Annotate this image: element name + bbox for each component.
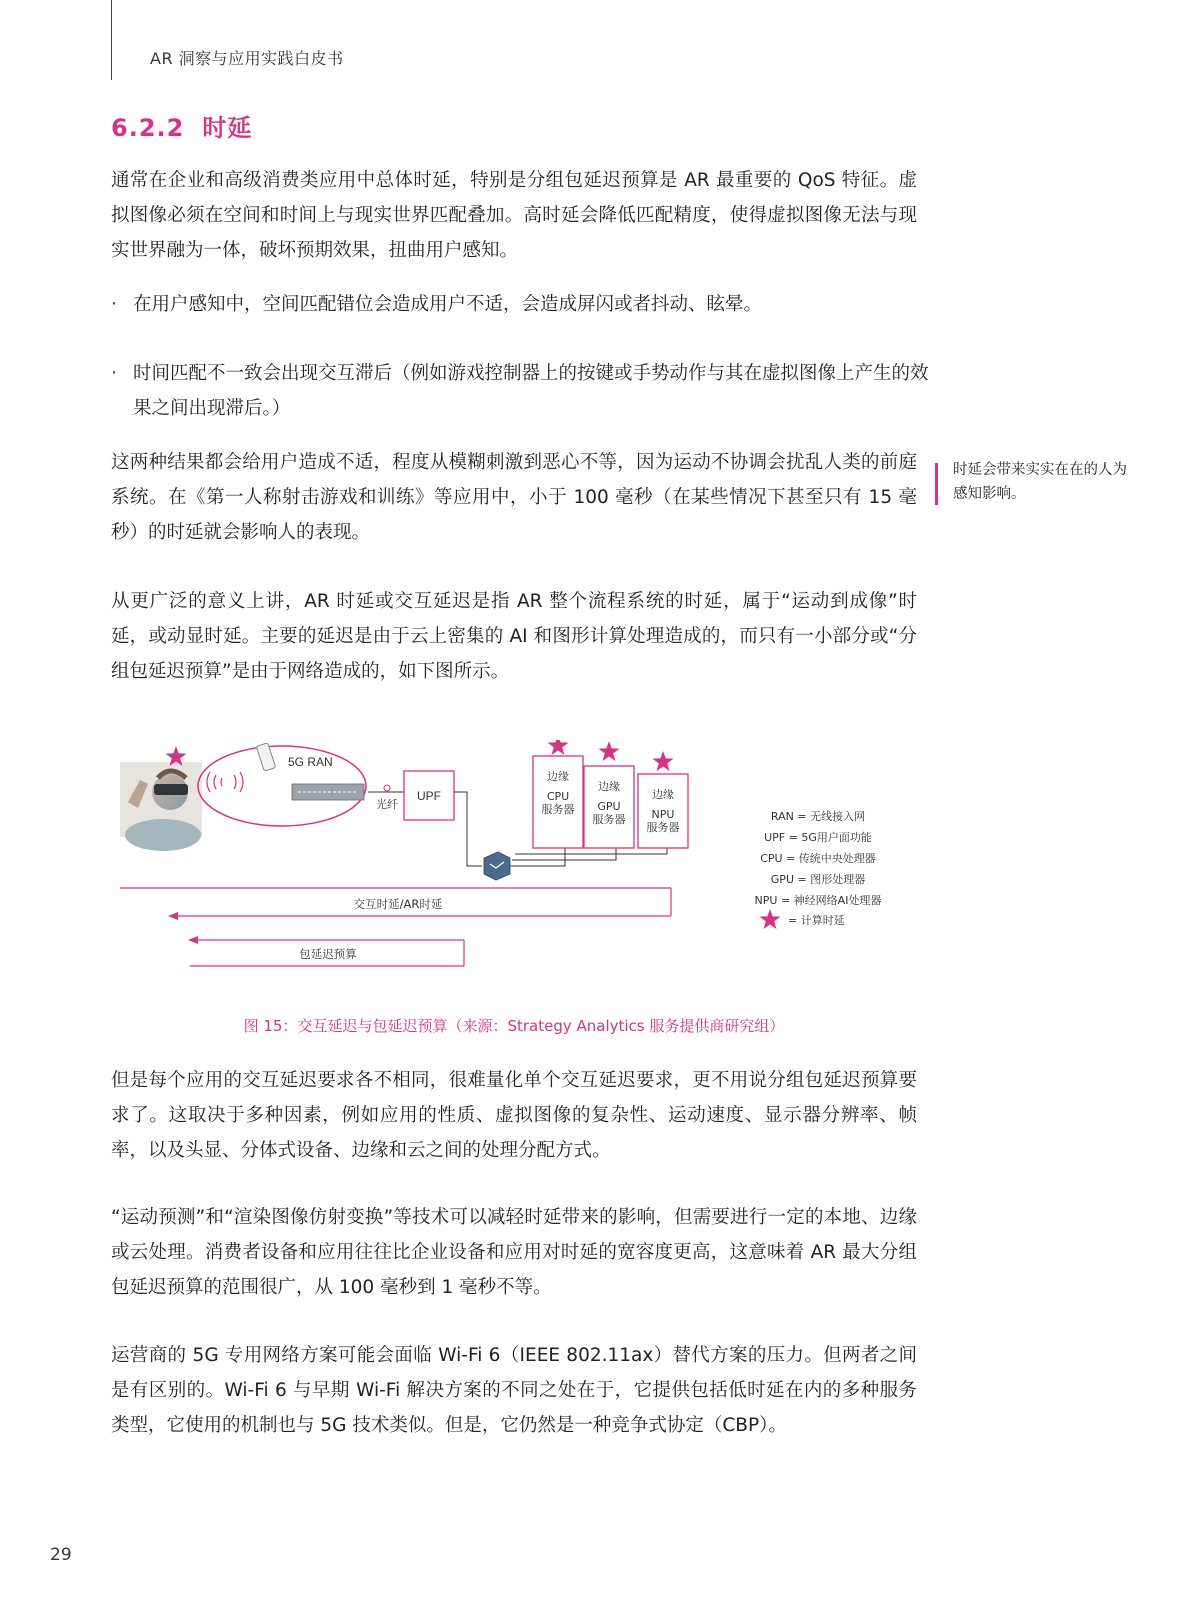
- server-type-label: NPU: [651, 808, 675, 821]
- wireless-signal-icon: [207, 772, 243, 792]
- server-top-label: 边缘: [547, 770, 569, 783]
- edge-cpu-server: [533, 756, 583, 848]
- paragraph-6: 运营商的 5G 专用网络方案可能会面临 Wi-Fi 6（IEEE 802.11ax）替代方案的压力。但两者之间是有区别的。Wi-Fi 6 与早期 Wi-Fi 解决方案的不同之处在于，它提供包括低时延在内的多种服务类型，它使用的机制也与 5G 技术类似。但是，它仍然是一种竞争式协定（CBP）。: [111, 1345, 917, 1436]
- bullet-text: 时间匹配不一致会出现交互滞后（例如游戏控制器上的按键或手势动作与其在虚拟图像上产生的效果之间出现滞后。）: [133, 363, 929, 419]
- section-heading: [111, 108, 252, 143]
- section-title: 时延: [202, 114, 253, 142]
- figure-caption: 图 15：交互延迟与包延迟预算（来源：Strategy Analytics 服务提供商研究组）: [243, 1017, 785, 1035]
- server-type-label: CPU: [546, 790, 570, 803]
- legend-star-icon: [760, 909, 781, 929]
- page-number: 29: [50, 1545, 72, 1565]
- section-number: 6.2.2: [111, 114, 185, 142]
- server-top-label: 边缘: [652, 788, 674, 801]
- fiber-node-icon: [384, 785, 390, 791]
- legend-item: NPU = 神经网络AI处理器: [754, 894, 882, 907]
- diagram-legend: [755, 809, 882, 929]
- server-type-label: GPU: [597, 800, 621, 813]
- latency-diagram-svg: [118, 740, 918, 1000]
- server-bottom-label: 服务器: [646, 821, 680, 834]
- bullet-marker: ·: [111, 294, 117, 315]
- fiber-label: 光纤: [376, 799, 398, 811]
- bullet-marker: ·: [111, 363, 117, 384]
- legend-item: UPF = 5G用户面功能: [764, 831, 872, 844]
- edge-gpu-server: [584, 766, 634, 848]
- edge-npu-server: [638, 774, 688, 848]
- packet-budget-label: 包延迟预算: [299, 947, 357, 961]
- paragraph-5: “运动预测”和“渲染图像仿射变换”等技术可以减轻时延带来的影响，但需要进行一定的本地、边缘或云处理。消费者设备和应用往往比企业设备和应用对时延的宽容度更高，这意味着 AR 最大分组包延迟预算的范围很广，从 100 毫秒到 1 毫秒不等。: [111, 1207, 917, 1298]
- upf-label: UPF: [417, 789, 441, 803]
- server-bottom-label: 服务器: [541, 803, 575, 816]
- bullet-item-2: [111, 356, 939, 426]
- ran-label: 5G RAN: [288, 755, 333, 769]
- legend-item: CPU = 传统中央处理器: [760, 852, 876, 865]
- computation-star-cpu: [548, 740, 569, 755]
- switch-router-icon: [484, 852, 510, 880]
- paragraph-3: 从更广泛的意义上讲，AR 时延或交互延迟是指 AR 整个流程系统的时延，属于“运动到成像”时延，或动显时延。主要的延迟是由于云上密集的 AI 和图形计算处理造成的，而只有一小部分或“分组包延迟预算”是由于网络造成的，如下图所示。: [111, 591, 917, 682]
- paragraph-1: 通常在企业和高级消费类应用中总体时延，特别是分组包延迟预算是 AR 最重要的 QoS 特征。虚拟图像必须在空间和时间上与现实世界匹配叠加。高时延会降低匹配精度，使得虚拟图像无法与现实世界融为一体，破坏预期效果，扭曲用户感知。: [111, 170, 917, 261]
- base-station-icon: [292, 784, 364, 800]
- user-headset-photo: [120, 762, 202, 851]
- paragraph-2: 这两种结果都会给用户造成不适，程度从模糊刺激到恶心不等，因为运动不协调会扰乱人类的前庭系统。在《第一人称射击游戏和训练》等应用中，小于 100 毫秒（在某些情况下甚至只有 15 毫秒）的时延就会影响人的表现。: [111, 452, 917, 543]
- running-header-title: AR 洞察与应用实践白皮书: [150, 49, 344, 68]
- computation-star-gpu: [599, 741, 620, 761]
- antenna-icon: [256, 743, 275, 771]
- server-bottom-label: 服务器: [592, 813, 626, 826]
- interaction-delay-label: 交互时延/AR时延: [353, 897, 443, 911]
- header-rule: [111, 0, 112, 80]
- bullet-text: 在用户感知中，空间匹配错位会造成用户不适，会造成屏闪或者抖动、眩晕。: [133, 294, 763, 315]
- computation-star-npu: [653, 751, 674, 771]
- legend-item: RAN = 无线接入网: [770, 810, 866, 823]
- paragraph-4: 但是每个应用的交互延迟要求各不相同，很难量化单个交互延迟要求，更不用说分组包延迟预算要求了。这取决于多种因素，例如应用的性质、虚拟图像的复杂性、运动速度、显示器分辨率、帧率，以及头显、分体式设备、边缘和云之间的处理分配方式。: [111, 1070, 917, 1161]
- side-note: 时延会带来实实在在的人为感知影响。: [953, 462, 1127, 502]
- latency-diagram: [118, 740, 918, 1000]
- bullet-item-1: [111, 287, 939, 322]
- side-note-accent-bar: [935, 463, 938, 505]
- server-top-label: 边缘: [598, 780, 620, 793]
- legend-item: GPU = 图形处理器: [770, 873, 866, 886]
- legend-star-label: = 计算时延: [788, 914, 845, 927]
